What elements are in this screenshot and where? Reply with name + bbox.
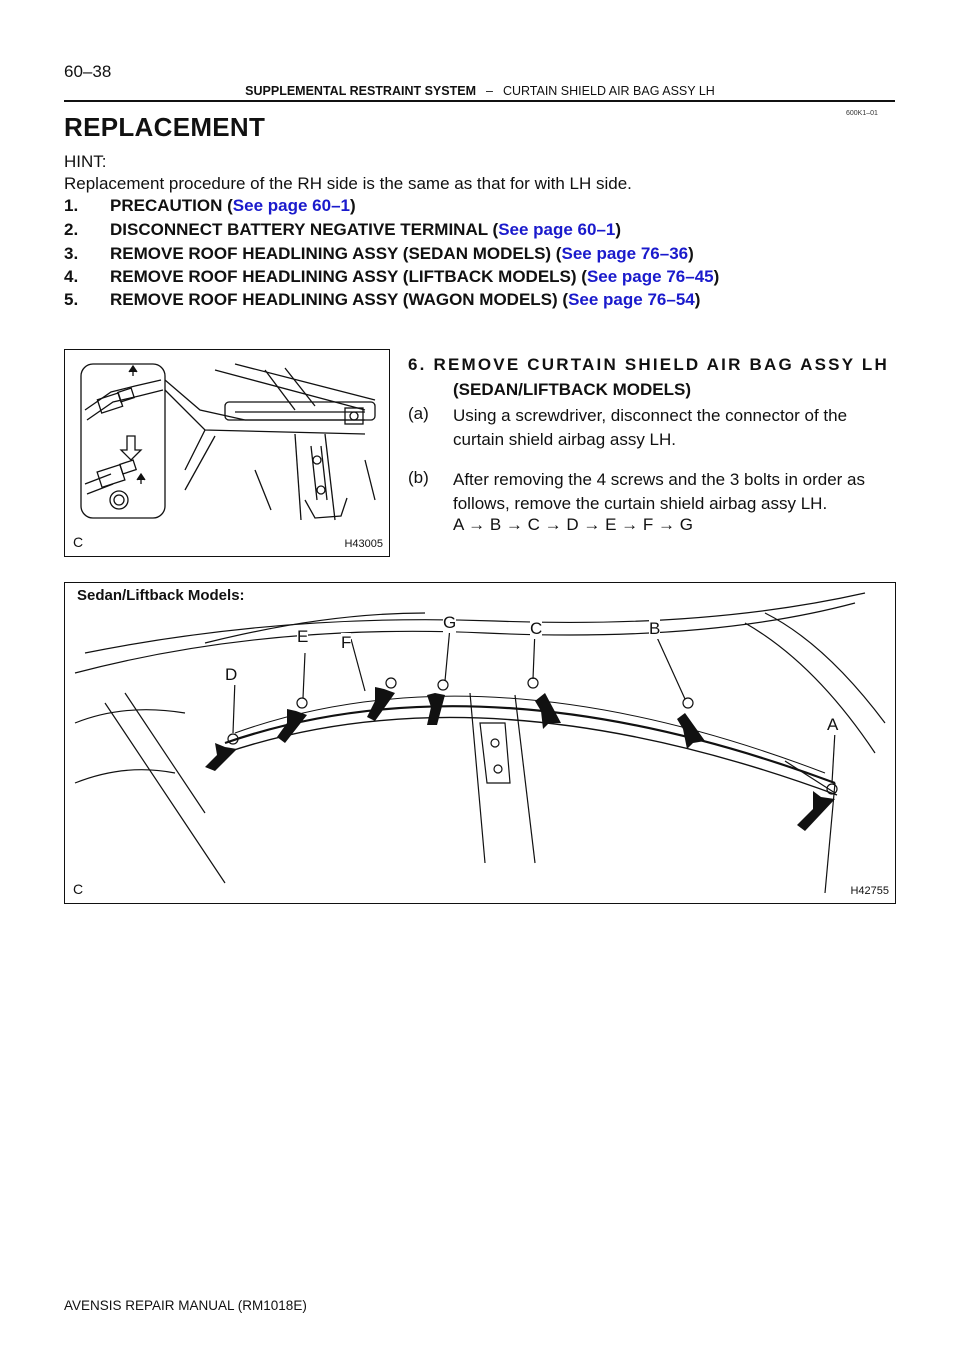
substep-label: (a) bbox=[408, 404, 429, 423]
substep-label: (b) bbox=[408, 468, 429, 487]
header-rule bbox=[64, 100, 895, 102]
figure-caption: Sedan/Liftback Models: bbox=[77, 587, 245, 604]
manual-footer: AVENSIS REPAIR MANUAL (RM1018E) bbox=[64, 1298, 307, 1313]
header-topic: CURTAIN SHIELD AIR BAG ASSY LH bbox=[502, 84, 715, 98]
document-code: 600K1–01 bbox=[846, 110, 878, 117]
hint-text: Replacement procedure of the RH side is the same as that for with LH side. bbox=[64, 174, 632, 193]
callout-b: B bbox=[649, 619, 661, 638]
step-6-heading: 6. REMOVE CURTAIN SHIELD AIR BAG ASSY LH bbox=[408, 355, 889, 374]
step-3: 3. REMOVE ROOF HEADLINING ASSY (SEDAN MODELS) (See page 76–36) bbox=[64, 244, 694, 263]
callout-f: F bbox=[341, 633, 352, 652]
header-separator: – bbox=[485, 84, 493, 98]
callout-a: A bbox=[827, 715, 839, 734]
running-header bbox=[0, 84, 960, 98]
figure-corner-mark: C bbox=[73, 881, 84, 897]
step-1: 1. PRECAUTION (See page 60–1) bbox=[64, 196, 356, 215]
substep-text: After removing the 4 screws and the 3 bolts in order as follows, remove the curtain shield airbag assy LH. bbox=[453, 470, 865, 513]
step-5: 5. REMOVE ROOF HEADLINING ASSY (WAGON MODELS) (See page 76–54) bbox=[64, 290, 701, 309]
figure-corner-mark: C bbox=[73, 534, 84, 550]
see-page-link[interactable]: See page 76–36 bbox=[561, 244, 689, 263]
removal-sequence: A → B → C → D → E → F → G bbox=[453, 515, 693, 534]
callout-c: C bbox=[530, 619, 543, 638]
roof-rail-illustration bbox=[65, 583, 895, 903]
hint-label: HINT: bbox=[64, 152, 107, 171]
step-4: 4. REMOVE ROOF HEADLINING ASSY (LIFTBACK MODELS) (See page 76–45) bbox=[64, 267, 720, 286]
step-6-subheading: (SEDAN/LIFTBACK MODELS) bbox=[453, 380, 691, 399]
figure-code: H42755 bbox=[850, 885, 889, 897]
airbag-location-figure bbox=[64, 582, 896, 904]
connector-illustration bbox=[65, 350, 389, 556]
callout-e: E bbox=[297, 627, 309, 646]
callout-g: G bbox=[443, 613, 457, 632]
page-title: REPLACEMENT bbox=[64, 112, 266, 142]
see-page-link[interactable]: See page 60–1 bbox=[232, 196, 350, 215]
see-page-link[interactable]: See page 76–45 bbox=[586, 267, 714, 286]
see-page-link[interactable]: See page 76–54 bbox=[568, 290, 695, 309]
see-page-link[interactable]: See page 60–1 bbox=[498, 220, 616, 239]
header-section: SUPPLEMENTAL RESTRAINT SYSTEM bbox=[245, 84, 476, 98]
substep-text: Using a screwdriver, disconnect the connector of the curtain shield airbag assy LH. bbox=[453, 406, 848, 449]
connector-figure bbox=[64, 349, 390, 557]
figure-code: H43005 bbox=[344, 538, 383, 550]
step-2: 2. DISCONNECT BATTERY NEGATIVE TERMINAL (See page 60–1) bbox=[64, 220, 622, 239]
page-number: 60–38 bbox=[64, 62, 112, 81]
callout-d: D bbox=[225, 665, 238, 684]
